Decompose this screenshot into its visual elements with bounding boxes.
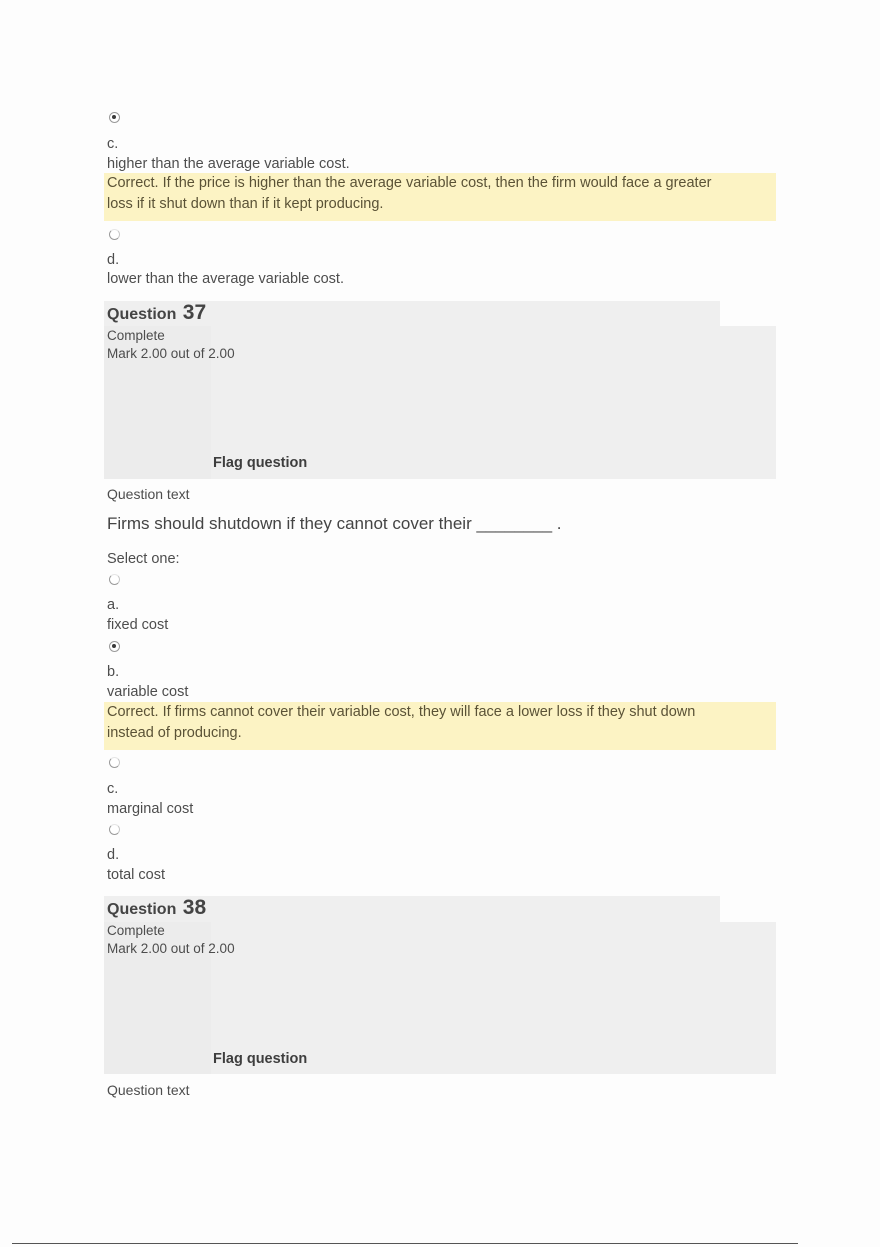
- option-c-radio[interactable]: [109, 757, 120, 768]
- option-b-text: variable cost: [107, 684, 189, 700]
- option-d-radio[interactable]: [109, 229, 120, 240]
- option-a-radio[interactable]: [109, 574, 120, 585]
- option-c-text: higher than the average variable cost.: [107, 156, 350, 172]
- option-c-letter: c.: [107, 781, 119, 797]
- option-d-radio[interactable]: [109, 824, 120, 835]
- select-one-label: Select one:: [107, 551, 180, 567]
- option-b-letter: b.: [107, 664, 120, 680]
- option-c-text: marginal cost: [107, 801, 194, 817]
- option-d-letter: d.: [107, 847, 120, 863]
- question-mark: Mark 2.00 out of 2.00: [107, 346, 235, 361]
- question-number: 38: [182, 896, 207, 919]
- feedback-box: [104, 173, 776, 221]
- question-state: Complete: [107, 923, 165, 938]
- question-text-label: Question text: [107, 1082, 190, 1098]
- feedback-box: [104, 702, 776, 750]
- question-title: [107, 896, 206, 920]
- feedback-line-2: instead of producing.: [107, 724, 242, 741]
- question-text-label: Question text: [107, 486, 190, 502]
- feedback-line-1: Correct. If the price is higher than the average variable cost, then the firm would face a greater: [107, 175, 712, 191]
- flag-question-link[interactable]: Flag question: [213, 455, 308, 471]
- option-c-radio[interactable]: [109, 112, 120, 123]
- question-mark: Mark 2.00 out of 2.00: [107, 941, 235, 956]
- flag-question-link[interactable]: Flag question: [213, 1051, 308, 1067]
- question-state: Complete: [107, 328, 165, 343]
- feedback-line-2: loss if it shut down than if it kept producing.: [107, 195, 384, 212]
- option-a-text: fixed cost: [107, 617, 169, 633]
- question-title-word: Question: [107, 901, 177, 918]
- option-d-text: lower than the average variable cost.: [107, 271, 344, 287]
- option-c-letter: c.: [107, 136, 119, 152]
- option-a-letter: a.: [107, 597, 120, 613]
- feedback-line-1: Correct. If firms cannot cover their variable cost, they will face a lower loss if they shut down: [107, 704, 696, 720]
- option-d-letter: d.: [107, 252, 120, 268]
- question-prompt: Firms should shutdown if they cannot cover their ________ .: [107, 514, 562, 533]
- question-title: [107, 301, 206, 325]
- option-d-text: total cost: [107, 867, 166, 883]
- question-title-word: Question: [107, 306, 177, 323]
- option-b-radio[interactable]: [109, 641, 120, 652]
- page-footer-rule: [12, 1243, 798, 1244]
- question-number: 37: [182, 301, 207, 324]
